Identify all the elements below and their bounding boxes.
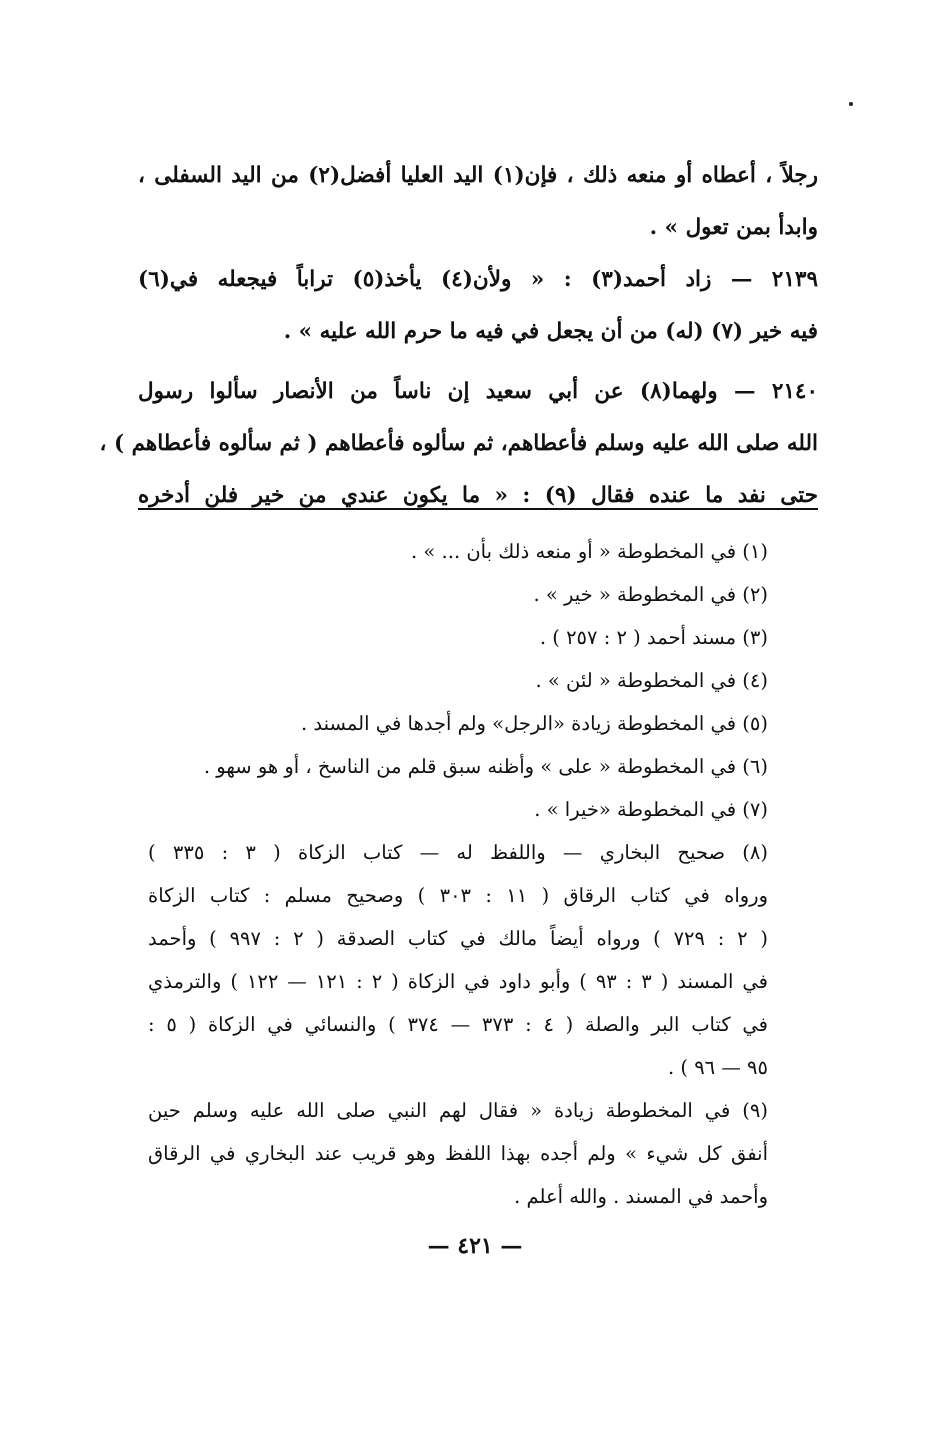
main-text-block: [99, 150, 819, 522]
footnote-8-line: في المسند ( ٣ : ٩٣ ) وأبو داود في الزكاة ( ٢ : ١٢١ — ١٢٢ ) والترمذي: [148, 970, 768, 993]
speck-mark: [849, 102, 853, 106]
footnote-2: (٢) في المخطوطة « خير » .: [533, 583, 768, 606]
main-text-line: حتى نفد ما عنده فقال (٩) : « ما يكون عندي من خير فلن أدخره: [138, 483, 819, 508]
footnote-1: (١) في المخطوطة « أو منعه ذلك بأن ... » .: [411, 540, 768, 563]
footnotes-block: [148, 530, 768, 1218]
footnote-8-line: ٩٥ — ٩٦ ) .: [667, 1056, 768, 1079]
main-text-line: الله صلى الله عليه وسلم فأعطاهم، ثم سألوه فأعطاهم ( ثم سألوه فأعطاهم ) ،: [99, 431, 818, 456]
footnote-9-line: أنفق كل شيء » ولم أجده بهذا اللفظ وهو قريب عند البخاري في الرقاق: [148, 1142, 768, 1165]
footnote-4: (٤) في المخطوطة « لئن » .: [535, 669, 768, 692]
footnote-5: (٥) في المخطوطة زيادة «الرجل» ولم أجدها في المسند .: [300, 712, 768, 735]
footnote-8: (٨) صحيح البخاري — واللفظ له — كتاب الزكاة ( ٣ : ٣٣٥ ): [148, 841, 769, 864]
footnote-7: (٧) في المخطوطة «خيرا » .: [534, 798, 768, 821]
footnote-8-line: ( ٢ : ٧٢٩ ) ورواه أيضاً مالك في كتاب الصدقة ( ٢ : ٩٩٧ ) وأحمد: [148, 927, 769, 950]
footnote-8-line: ورواه في كتاب الرقاق ( ١١ : ٣٠٣ ) وصحيح مسلم : كتاب الزكاة: [148, 884, 769, 907]
footnote-9: (٩) في المخطوطة زيادة « فقال لهم النبي صلى الله عليه وسلم حين: [148, 1099, 768, 1122]
main-text-line: وابدأ بمن تعول » .: [649, 215, 818, 240]
hadith-2139-line: ٢١٣٩ — زاد أحمد(٣) : « ولأن(٤) يأخذ(٥) تراباً فيجعله في(٦): [138, 267, 818, 292]
hadith-2140-line: ٢١٤٠ — ولهما(٨) عن أبي سعيد إن ناساً من الأنصار سألوا رسول: [138, 379, 819, 404]
footnote-separator: [138, 508, 818, 510]
main-text-line: فيه خير (٧) (له) من أن يجعل في فيه ما حرم الله عليه » .: [283, 319, 818, 344]
footnote-8-line: في كتاب البر والصلة ( ٤ : ٣٧٣ — ٣٧٤ ) والنسائي في الزكاة ( ٥ :: [148, 1013, 768, 1036]
footnote-6: (٦) في المخطوطة « على » وأظنه سبق قلم من الناسخ ، أو هو سهو .: [203, 755, 768, 778]
footnote-9-line: وأحمد في المسند . والله أعلم .: [514, 1185, 768, 1208]
page-number: — ٤٢١ —: [427, 1233, 523, 1259]
main-text-line: رجلاً ، أعطاه أو منعه ذلك ، فإن(١) اليد العليا أفضل(٢) من اليد السفلى ،: [138, 163, 818, 188]
footnote-3: (٣) مسند أحمد ( ٢ : ٢٥٧ ) .: [539, 626, 768, 649]
